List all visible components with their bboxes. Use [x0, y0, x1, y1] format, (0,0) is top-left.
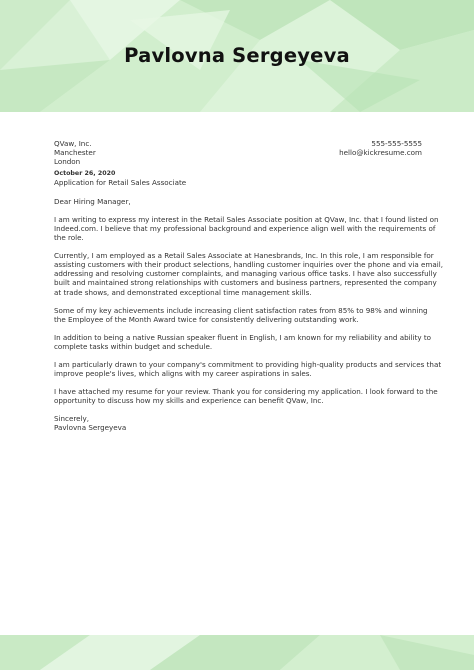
paragraph-line: complete tasks within budget and schedule. — [54, 341, 213, 351]
paragraph-intro — [54, 214, 439, 243]
paragraph-line: the role. — [54, 233, 84, 243]
sign-off — [54, 414, 422, 432]
paragraph-line: improve people's lives, which aligns with my career aspirations in sales. — [54, 368, 312, 378]
paragraph-line: I am particularly drawn to your company's commitment to providing high-quality products and services that — [54, 359, 442, 369]
recipient-company: QVaw, Inc. — [54, 139, 92, 148]
closing-word: Sincerely, — [54, 413, 90, 423]
recipient-region: London — [54, 157, 81, 167]
paragraph-closing — [54, 386, 438, 405]
paragraph-line: assisting customers with their product selections, handling customer inquiries over the phone and via email, — [54, 260, 443, 270]
letter-subject: Application for Retail Sales Associate — [54, 178, 187, 187]
recipient-address — [54, 139, 96, 166]
signature-name: Pavlovna Sergeyeva — [54, 422, 127, 432]
phone-number: 555-555-5555 — [371, 139, 422, 148]
paragraph-current-role — [54, 251, 443, 297]
paragraph-line: Some of my key achievements include increasing client satisfaction rates from 85% to 98% and winning — [54, 305, 428, 315]
paragraph-line: the Employee of the Month Award twice for consistently delivering outstanding work. — [54, 314, 359, 324]
salutation — [54, 197, 422, 206]
paragraph-line: opportunity to discuss how my skills and experience can benefit QVaw, Inc. — [54, 395, 324, 405]
footer-banner — [0, 635, 474, 670]
paragraph-achievements — [54, 305, 428, 324]
paragraph-line: built and maintained strong relationships with customers and business partners, represented the company — [54, 278, 437, 288]
paragraph-line: I have attached my resume for your review. Thank you for considering my application. I look forward to the — [54, 386, 438, 396]
sender-contact — [339, 139, 422, 157]
header-banner — [0, 0, 474, 112]
paragraph-line: Currently, I am employed as a Retail Sales Associate at Hanesbrands, Inc. In this role, I am responsible for — [54, 251, 434, 261]
letter-date: October 26, 2020 — [54, 170, 116, 177]
applicant-name: Pavlovna Sergeyeva — [124, 44, 350, 67]
paragraph-line: at trade shows, and demonstrated exceptional time management skills. — [54, 287, 312, 297]
recipient-city: Manchester — [54, 148, 96, 158]
paragraph-line: addressing and resolving customer complaints, and managing various office tasks. I have also successfully — [54, 269, 437, 279]
paragraph-line: Indeed.com. I believe that my professional background and experience align well with the requirements of — [54, 224, 436, 234]
letter-text — [54, 197, 443, 441]
footer-geometric-background — [0, 635, 474, 670]
email-address: hello@kickresume.com — [339, 148, 422, 158]
salutation-line: Dear Hiring Manager, — [54, 197, 131, 206]
paragraph-line: In addition to being a native Russian speaker fluent in English, I am known for my reliability and ability to — [54, 332, 432, 342]
paragraph-line: I am writing to express my interest in the Retail Sales Associate position at QVaw, Inc. that I found listed on — [54, 214, 439, 224]
paragraph-motivation — [54, 359, 442, 378]
paragraph-skills — [54, 332, 432, 351]
